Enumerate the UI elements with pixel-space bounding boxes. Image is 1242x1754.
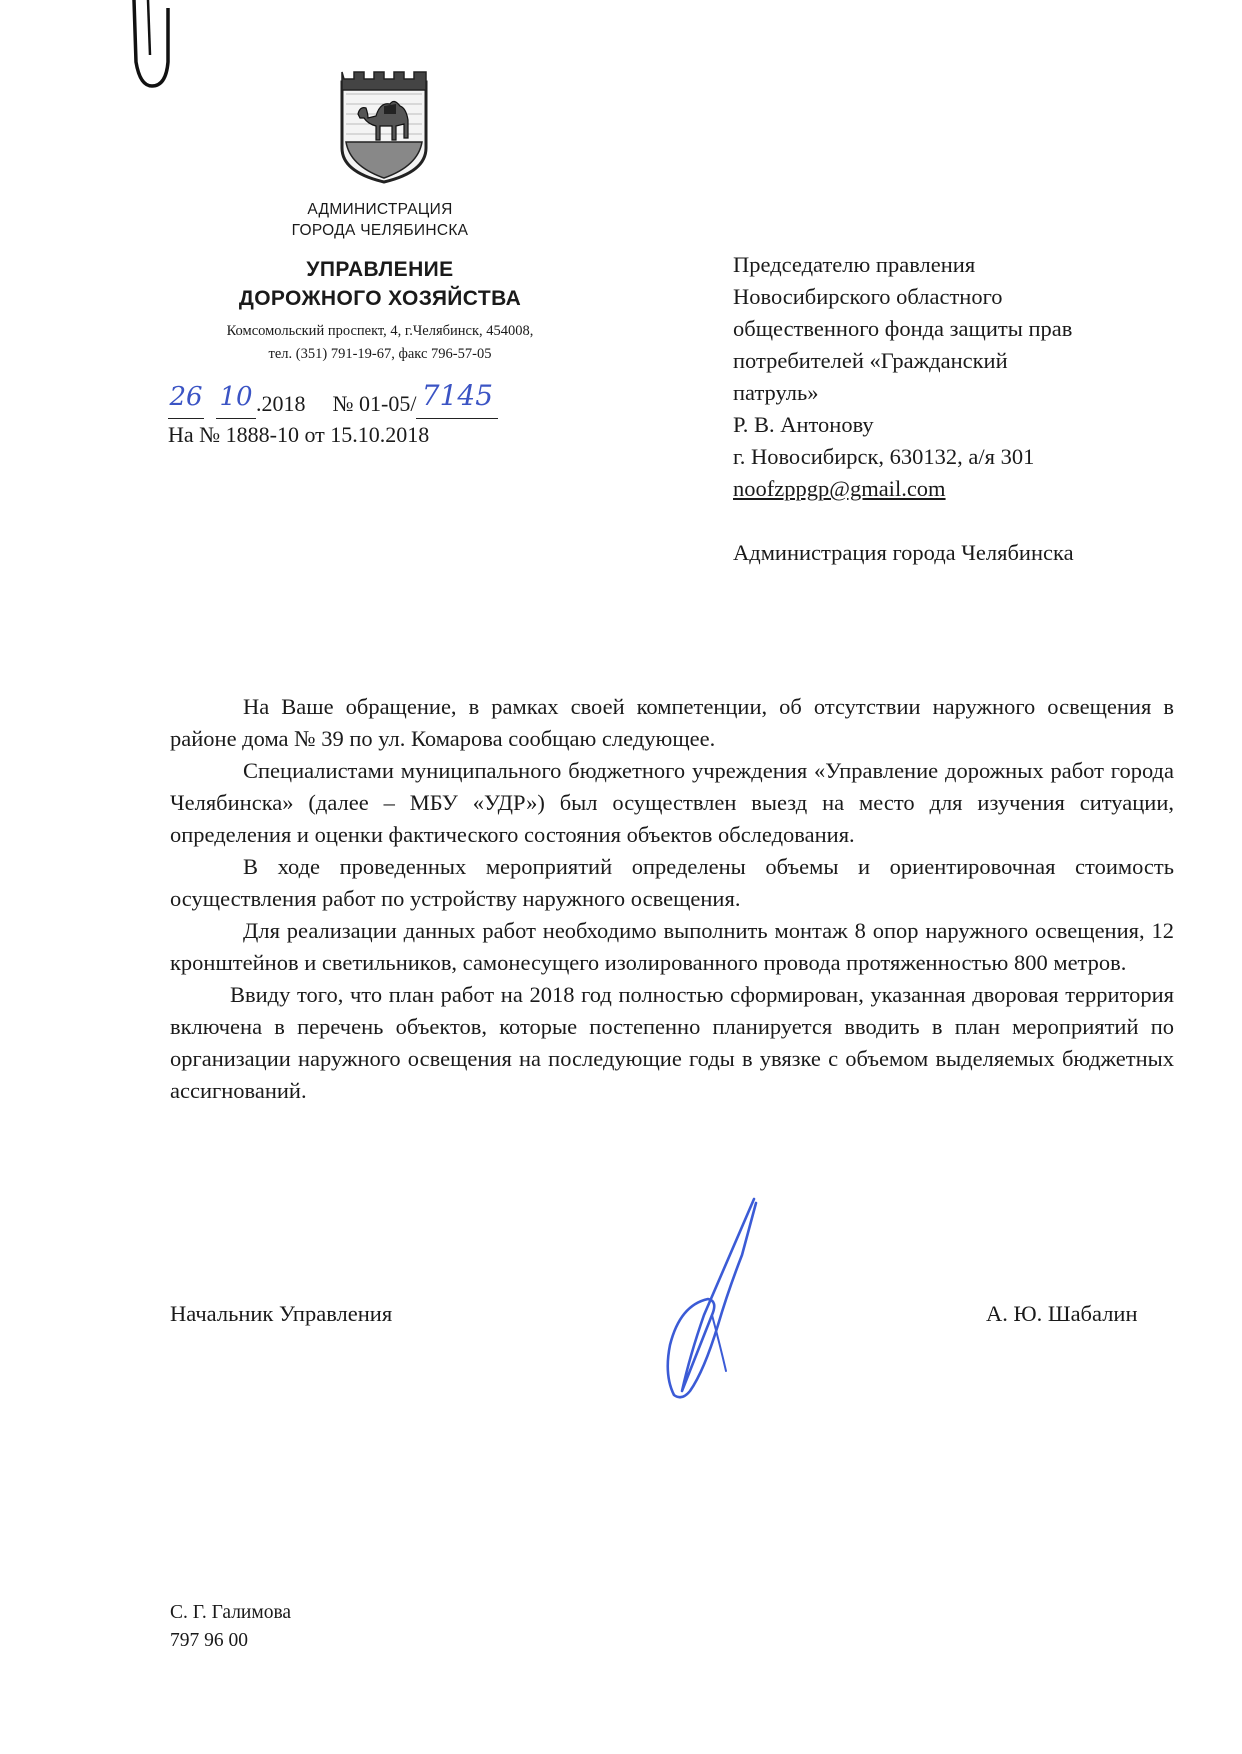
executor-name: С. Г. Галимова	[170, 1602, 292, 1623]
recipient-line-2: Новосибирского областного	[733, 284, 1003, 309]
body-paragraph-5: Ввиду того, что план работ на 2018 год полностью сформирован, указанная дворовая территория включена в перечень объектов, которые постепенно планируется вводить в план мероприятий по организации наружного освещения на последующие годы в увязке с объемом выделяемых бюджетных ассигнований.	[170, 982, 1174, 1103]
date-year: .2018	[256, 391, 306, 416]
handwritten-outgoing-number: 7145	[421, 379, 494, 412]
signatory-position: Начальник Управления	[170, 1301, 393, 1326]
city-emblem-icon	[338, 68, 430, 184]
department-address: Комсомольский проспект, 4, г.Челябинск, 454008,	[226, 323, 534, 339]
recipient-line-5: патруль»	[733, 380, 819, 405]
body-paragraph-4: Для реализации данных работ необходимо выполнить монтаж 8 опор наружного освещения, 12 кронштейнов и светильников, самонесущего изолированного провода протяженностью 800 метров.	[170, 918, 1174, 975]
admin-name-line-1: АДМИНИСТРАЦИЯ	[307, 201, 453, 218]
department-name-line-2: ДОРОЖНОГО ХОЗЯЙСТВА	[238, 287, 522, 310]
body-paragraph-1: На Ваше обращение, в рамках своей компетенции, об отсутствии наружного освещения в районе дома № 39 по ул. Комарова сообщаю следующее.	[170, 694, 1174, 751]
department-phone: тел. (351) 791-19-67, факс 796-57-05	[268, 346, 492, 362]
handwritten-signature-icon	[660, 1195, 770, 1405]
reference-number: На № 1888-10 от 15.10.2018	[168, 422, 430, 447]
recipient-email-link[interactable]: noofzppgp@gmail.com	[733, 476, 946, 501]
department-name-line-1: УПРАВЛЕНИЕ	[306, 258, 454, 281]
recipient-line-4: потребителей «Гражданский	[733, 348, 1008, 373]
body-paragraph-3: В ходе проведенных мероприятий определены объемы и ориентировочная стоимость осуществления работ по устройству наружного освещения.	[170, 854, 1174, 911]
handwritten-day: 26	[169, 382, 203, 412]
signatory-name: А. Ю. Шабалин	[986, 1301, 1138, 1326]
executor-phone: 797 96 00	[170, 1630, 248, 1651]
outgoing-number-prefix: № 01-05/	[332, 391, 417, 416]
outgoing-date-number	[168, 379, 498, 419]
copy-to-line: Администрация города Челябинска	[733, 540, 1074, 565]
recipient-address: г. Новосибирск, 630132, а/я 301	[733, 444, 1035, 469]
letter-body	[170, 691, 1174, 1107]
admin-name-line-2: ГОРОДА ЧЕЛЯБИНСКА	[291, 222, 469, 239]
recipient-name: Р. В. Антонову	[733, 412, 874, 437]
handwritten-month: 10	[219, 382, 253, 412]
recipient-line-3: общественного фонда защиты прав	[733, 316, 1073, 341]
staple-mark	[122, 0, 182, 95]
recipient-line-1: Председателю правления	[733, 252, 976, 277]
body-paragraph-2: Специалистами муниципального бюджетного учреждения «Управление дорожных работ города Челябинска» (далее – МБУ «УДР») был осуществлен выезд на место для изучения ситуации, определения и оценки фактического состояния объектов обследования.	[170, 758, 1174, 847]
